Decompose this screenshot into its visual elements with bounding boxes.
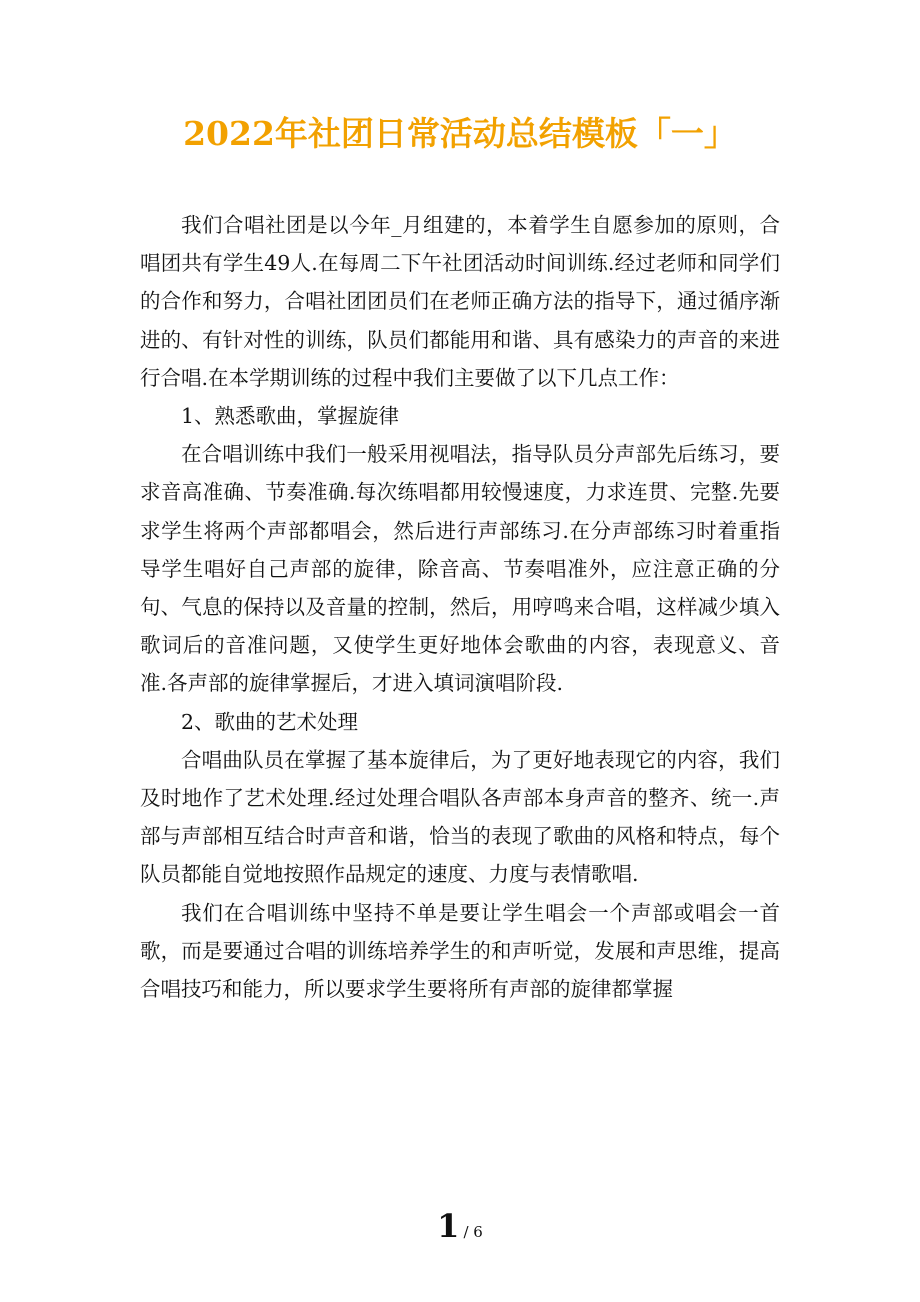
paragraph-intro: 我们合唱社团是以今年_月组建的，本着学生自愿参加的原则，合唱团共有学生49人.在每周二下午社团活动时间训练.经过老师和同学们的合作和努力，合唱社团团员们在老师正确方法的指导下，通过循序渐进的、有针对性的训练，队员们都能用和谐、具有感染力的声音的来进行合唱.在本学期训练的过程中我们主要做了以下几点工作： <box>140 213 780 390</box>
document-body <box>140 206 780 1008</box>
paragraph-training: 我们在合唱训练中坚持不单是要让学生唱会一个声部或唱会一首歌，而是要通过合唱的训练培养学生的和声听觉，发展和声思维，提高合唱技巧和能力，所以要求学生要将所有声部的旋律都掌握 <box>140 900 780 1002</box>
paragraph-melody: 在合唱训练中我们一般采用视唱法，指导队员分声部先后练习，要求音高准确、节奏准确.每次练唱都用较慢速度，力求连贯、完整.先要求学生将两个声部都唱会，然后进行声部练习.在分声部练习时着重指导学生唱好自己声部的旋律，除音高、节奏唱准外，应注意正确的分句、气息的保持以及音量的控制，然后，用哼鸣来合唱，这样减少填入歌词后的音准问题，又使学生更好地体会歌曲的内容，表现意义、音准.各声部的旋律掌握后，才进入填词演唱阶段. <box>140 442 780 696</box>
section-heading-1: 1、熟悉歌曲，掌握旋律 <box>181 404 400 429</box>
current-page-number: 1 <box>437 1207 460 1245</box>
section-heading-2: 2、歌曲的艺术处理 <box>181 709 359 734</box>
document-title: 2022年社团日常活动总结模板「一」 <box>183 114 737 153</box>
paragraph-artistic: 合唱曲队员在掌握了基本旋律后，为了更好地表现它的内容，我们及时地作了艺术处理.经过处理合唱队各声部本身声音的整齐、统一.声部与声部相互结合时声音和谐，恰当的表现了歌曲的风格和特点，每个队员都能自觉地按照作品规定的速度、力度与表情歌唱. <box>140 747 780 887</box>
page-number <box>0 1206 920 1252</box>
total-pages-label: / 6 <box>463 1223 483 1241</box>
